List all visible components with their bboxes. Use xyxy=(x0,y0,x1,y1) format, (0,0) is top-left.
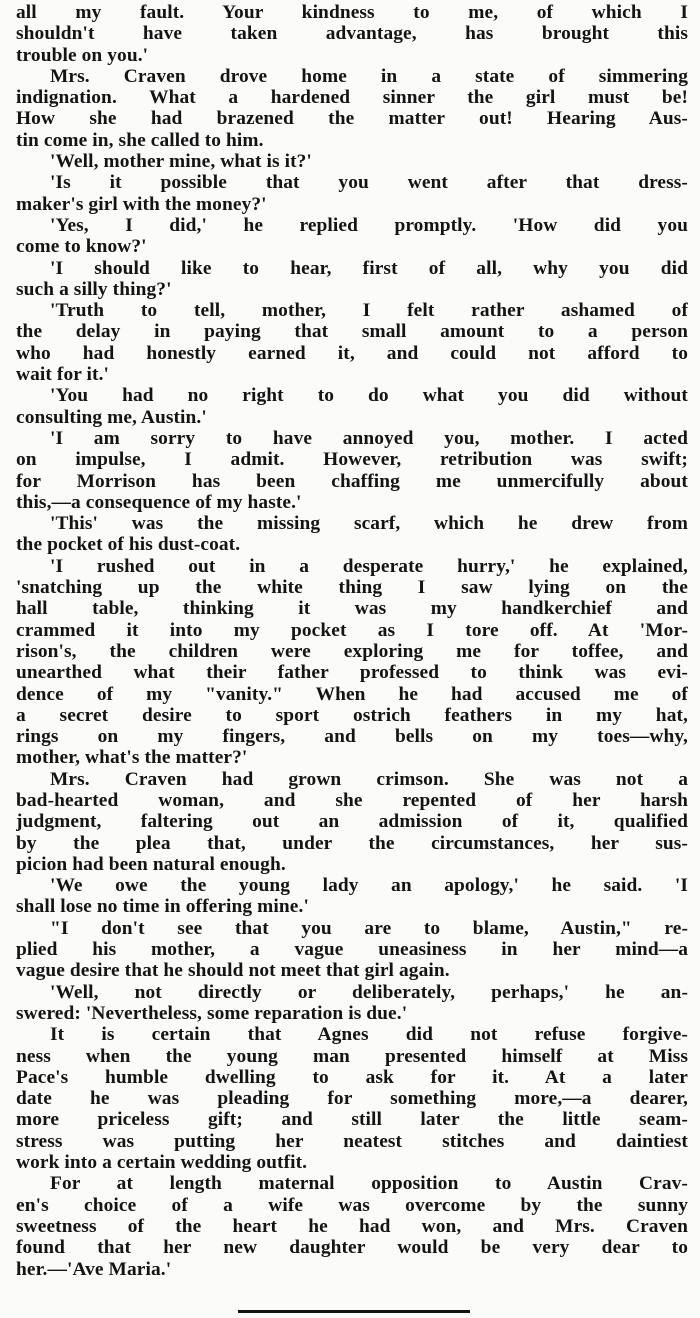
text-line: 'We owe the young lady an apology,' he said. 'I xyxy=(50,875,688,897)
text-line: for Morrison has been chaffing me unmercifully about xyxy=(16,470,688,492)
text-line: 'You had no right to do what you did without xyxy=(50,385,688,407)
text-line: consulting me, Austin.' xyxy=(16,406,207,428)
text-line: rings on my fingers, and bells on my toes—why, xyxy=(16,726,688,748)
text-line: all my fault. Your kindness to me, of which I xyxy=(16,2,688,23)
text-line: who had honestly earned it, and could not afford to xyxy=(16,342,688,364)
text-line: plied his mother, a vague uneasiness in her mind—a xyxy=(16,939,688,961)
text-line: work into a certain wedding outfit. xyxy=(16,1152,308,1174)
text-line: Mrs. Craven drove home in a state of simmering xyxy=(50,65,688,87)
text-line: tin come in, she called to him. xyxy=(16,129,264,151)
text-line: sweetness of the heart he had won, and Mrs. Craven xyxy=(16,1215,688,1237)
text-line: date he was pleading for something more,—a dearer, xyxy=(16,1088,688,1110)
text-line: 'Is it possible that you went after that dress- xyxy=(50,172,688,194)
text-line: 'I am sorry to have annoyed you, mother. I acted xyxy=(50,427,688,449)
text-line: such a silly thing?' xyxy=(16,278,172,300)
text-line: 'snatching up the white thing I saw lying on the xyxy=(16,577,688,599)
text-line: rison's, the children were exploring me for toffee, and xyxy=(16,640,688,662)
text-line: en's choice of a wife was overcome by the sunny xyxy=(16,1194,688,1216)
text-line: hall table, thinking it was my handkerchief and xyxy=(16,598,688,620)
text-line: shall lose no time in offering mine.' xyxy=(16,896,309,918)
text-line: indignation. What a hardened sinner the girl must be! xyxy=(16,87,688,109)
text-line: maker's girl with the money?' xyxy=(16,193,267,215)
text-line: How she had brazened the matter out! Hearing Aus- xyxy=(16,108,688,130)
text-line: Mrs. Craven had grown crimson. She was not a xyxy=(50,768,688,790)
text-line: Pace's humble dwelling to ask for it. At a later xyxy=(16,1066,688,1088)
end-of-article-rule xyxy=(238,1310,470,1313)
text-line: dence of my "vanity." When he had accused me of xyxy=(16,683,688,705)
text-line: 'Truth to tell, mother, I felt rather ashamed of xyxy=(50,300,688,322)
text-line: crammed it into my pocket as I tore off. At 'Mor- xyxy=(16,619,688,641)
text-line: picion had been natural enough. xyxy=(16,853,286,875)
text-line: 'Yes, I did,' he replied promptly. 'How did you xyxy=(50,214,688,236)
text-line: judgment, faltering out an admission of it, qualified xyxy=(16,811,688,833)
text-line: the pocket of his dust-coat. xyxy=(16,534,241,556)
text-line: her.—'Ave Maria.' xyxy=(16,1258,172,1280)
article-column xyxy=(16,2,688,1280)
text-line: bad-hearted woman, and she repented of her harsh xyxy=(16,789,688,811)
text-line: 'This' was the missing scarf, which he drew from xyxy=(50,513,688,535)
text-line: stress was putting her neatest stitches and daintiest xyxy=(16,1130,688,1152)
text-line: the delay in paying that small amount to a person xyxy=(16,321,688,343)
text-line: shouldn't have taken advantage, has brought this xyxy=(16,23,688,45)
text-line: swered: 'Nevertheless, some reparation is due.' xyxy=(16,1002,408,1024)
text-line: It is certain that Agnes did not refuse forgive- xyxy=(50,1024,688,1046)
text-line: "I don't see that you are to blame, Austin," re- xyxy=(50,917,688,939)
text-line: come to know?' xyxy=(16,236,147,258)
text-line: 'Well, mother mine, what is it?' xyxy=(50,151,312,173)
text-line: ness when the young man presented himself at Miss xyxy=(16,1045,688,1067)
text-line: For at length maternal opposition to Austin Crav- xyxy=(50,1173,688,1195)
text-line: 'I rushed out in a desperate hurry,' he explained, xyxy=(50,555,688,577)
text-line: 'I should like to hear, first of all, why you did xyxy=(50,257,688,279)
text-line: 'Well, not directly or deliberately, perhaps,' he an- xyxy=(50,981,688,1003)
text-line: a secret desire to sport ostrich feathers in my hat, xyxy=(16,704,688,726)
text-line: on impulse, I admit. However, retribution was swift; xyxy=(16,449,688,471)
text-line: trouble on you.' xyxy=(16,44,149,66)
text-line: by the plea that, under the circumstances, her sus- xyxy=(16,832,688,854)
text-line: mother, what's the matter?' xyxy=(16,747,248,769)
text-line: wait for it.' xyxy=(16,364,110,386)
text-line: more priceless gift; and still later the little seam- xyxy=(16,1109,688,1131)
text-line: this,—a consequence of my haste.' xyxy=(16,491,302,513)
text-line: unearthed what their father professed to think was evi- xyxy=(16,662,688,684)
text-line: vague desire that he should not meet that girl again. xyxy=(16,960,450,982)
text-line: found that her new daughter would be very dear to xyxy=(16,1237,688,1259)
